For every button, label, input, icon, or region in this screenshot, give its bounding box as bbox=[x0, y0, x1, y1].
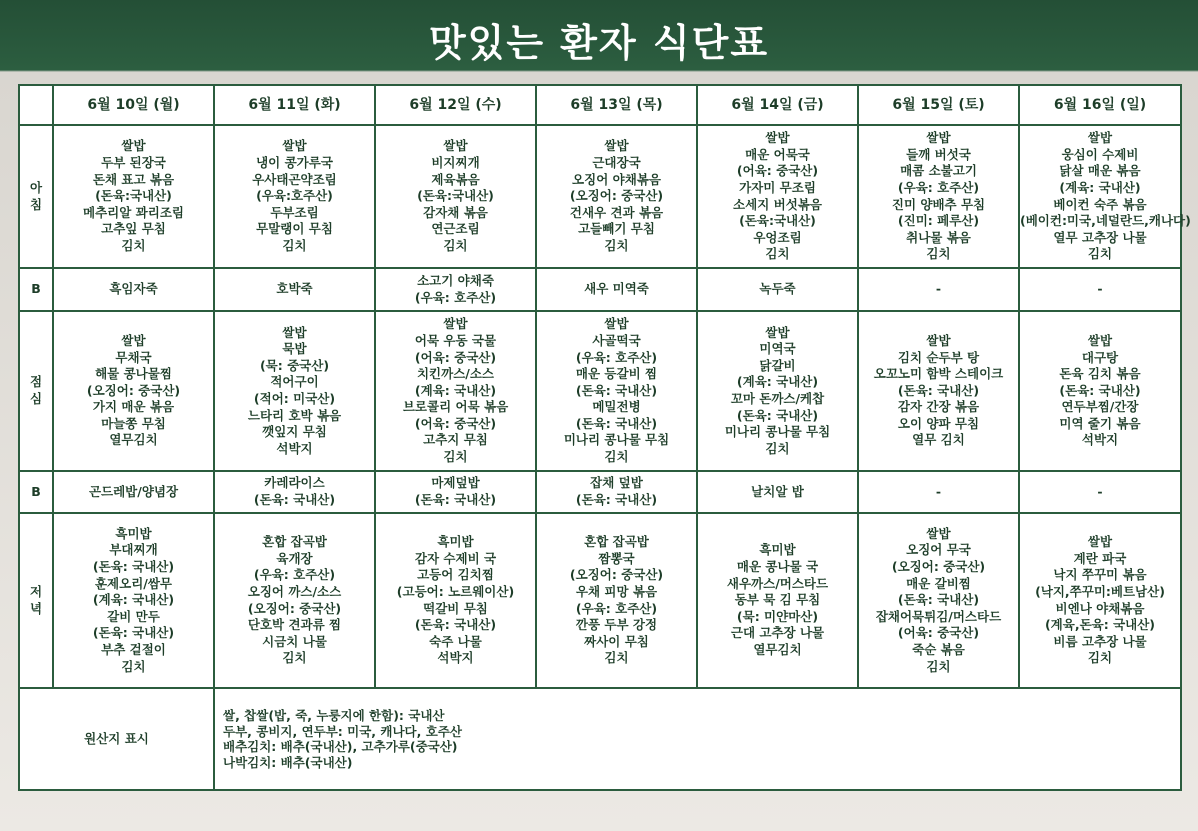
menu-item: (돈육: 국내산) bbox=[575, 415, 658, 431]
menu-item: 곤드레밥/양념장 bbox=[88, 483, 179, 499]
menu-item: 들깨 버섯국 bbox=[906, 146, 971, 162]
menu-item: 김치 bbox=[604, 449, 629, 465]
row-label-breakfast: 아 침 bbox=[19, 125, 53, 268]
menu-item: 미역국 bbox=[759, 341, 796, 357]
origin-line: 쌀, 찹쌀(밥, 죽, 누룽지에 한함): 국내산 bbox=[223, 708, 445, 723]
menu-item: 진미 양배추 무침 bbox=[891, 196, 986, 212]
menu-item: 새우까스/머스타드 bbox=[726, 575, 829, 591]
menu-item: 꼬마 돈까스/케찹 bbox=[730, 391, 825, 406]
menu-item: 닭갈비 bbox=[759, 357, 796, 373]
day-header: 6월 12일 (수) bbox=[375, 85, 536, 125]
menu-item: 시금치 나물 bbox=[262, 633, 327, 649]
menu-item: 연근조림 bbox=[431, 221, 480, 237]
menu-item: 감자채 볶음 bbox=[423, 204, 488, 220]
menu-item: 부대찌개 bbox=[109, 542, 158, 558]
menu-item: 훈제오리/쌈무 bbox=[94, 575, 173, 591]
menu-item: (돈육: 국내산) bbox=[575, 382, 658, 398]
menu-item: 적어구이 bbox=[270, 374, 319, 390]
menu-item: 쌀밥 bbox=[604, 138, 629, 154]
menu-item: 석박지 bbox=[276, 440, 313, 456]
menu-item: 오징어 야채볶음 bbox=[572, 171, 661, 187]
menu-item: 쌀밥 bbox=[1087, 130, 1113, 146]
menu-item: 김치 bbox=[282, 650, 307, 666]
lunch-cell bbox=[858, 311, 1019, 471]
breakfast-row bbox=[19, 125, 1181, 268]
menu-item: 쌀밥 bbox=[282, 138, 307, 154]
menu-item: 우사태곤약조림 bbox=[252, 171, 337, 187]
day-header: 6월 16일 (일) bbox=[1019, 85, 1181, 125]
dinner-cell bbox=[1019, 513, 1181, 688]
menu-item: 미나리 콩나물 무침 bbox=[724, 424, 831, 440]
menu-item: 계란 파국 bbox=[1073, 550, 1127, 566]
dinner-cell bbox=[214, 513, 375, 688]
menu-item: 흑임자죽 bbox=[109, 281, 158, 297]
menu-item: 석박지 bbox=[437, 650, 474, 666]
menu-item: 동부 묵 김 무침 bbox=[734, 592, 821, 608]
day-header: 6월 14일 (금) bbox=[697, 85, 858, 125]
menu-item: (돈육: 국내산) bbox=[1059, 382, 1141, 398]
menu-item: (오징어: 중국산) bbox=[247, 600, 342, 616]
menu-item: 흑미밥 bbox=[759, 542, 796, 558]
snack1-cell bbox=[53, 268, 214, 311]
origin-row bbox=[19, 688, 1181, 790]
menu-item: - bbox=[935, 281, 942, 297]
snack1-cell bbox=[697, 268, 858, 311]
menu-item: 김치 bbox=[443, 449, 468, 465]
menu-item: 혼합 잡곡밥 bbox=[262, 534, 327, 550]
menu-item: 느타리 호박 볶음 bbox=[247, 407, 342, 423]
menu-item: (계육: 국내산) bbox=[1059, 179, 1141, 195]
snack2-cell bbox=[1019, 471, 1181, 513]
menu-item: (돈육: 국내산) bbox=[575, 492, 658, 507]
lunch-cell bbox=[53, 311, 214, 471]
row-label-lunch: 점 심 bbox=[19, 311, 53, 471]
menu-item: 김치 bbox=[604, 237, 629, 253]
menu-item: 쌀밥 bbox=[443, 316, 468, 332]
lunch-cell bbox=[1019, 311, 1181, 471]
menu-item: 마늘쫑 무침 bbox=[101, 415, 166, 431]
menu-item: - bbox=[935, 483, 942, 499]
origin-line: 나박김치: 배추(국내산) bbox=[223, 754, 353, 770]
snack1-cell bbox=[375, 268, 536, 311]
menu-item: 김치 bbox=[121, 237, 146, 253]
menu-item: 날치알 밥 bbox=[751, 483, 804, 499]
menu-item: (돈육:국내산) bbox=[417, 188, 494, 204]
menu-item: (계육,돈육: 국내산) bbox=[1044, 617, 1156, 633]
menu-item: (어육: 중국산) bbox=[897, 625, 980, 641]
snack2-cell bbox=[858, 471, 1019, 513]
breakfast-cell bbox=[375, 125, 536, 268]
menu-item: 취나물 볶음 bbox=[906, 229, 971, 245]
dinner-cell bbox=[697, 513, 858, 688]
menu-item: 부추 겉절이 bbox=[101, 641, 166, 657]
menu-item: 감자 수제비 국 bbox=[414, 550, 497, 566]
page-title: 맛있는 환자 식단표 bbox=[428, 20, 770, 65]
menu-item: (낙지,쭈꾸미:베트남산) bbox=[1035, 583, 1165, 599]
menu-item: 녹두죽 bbox=[759, 281, 796, 297]
menu-item: (돈육:국내산) bbox=[739, 213, 816, 229]
menu-item: 새우 미역죽 bbox=[584, 281, 649, 297]
menu-item: 메밀전병 bbox=[592, 399, 641, 415]
menu-item: 잡채 덮밥 bbox=[590, 475, 643, 491]
dinner-cell bbox=[53, 513, 214, 688]
row-label-dinner: 저 녁 bbox=[19, 513, 53, 688]
menu-item: (우육: 호주산) bbox=[575, 349, 658, 365]
menu-item: 김치 bbox=[1087, 650, 1113, 666]
menu-item: 돈육 김치 볶음 bbox=[1059, 366, 1141, 382]
menu-item: (계육: 국내산) bbox=[736, 374, 819, 390]
menu-item: 열무김치 bbox=[109, 432, 158, 448]
menu-item: 어묵 우동 국물 bbox=[414, 332, 497, 348]
origin-line: 배추김치: 배추(국내산), 고추가루(중국산) bbox=[223, 739, 458, 754]
dinner-cell bbox=[858, 513, 1019, 688]
menu-item: (어육: 중국산) bbox=[414, 415, 497, 431]
breakfast-cell bbox=[697, 125, 858, 268]
breakfast-cell bbox=[858, 125, 1019, 268]
menu-item: (오징어: 중국산) bbox=[569, 188, 664, 204]
day-header: 6월 15일 (토) bbox=[858, 85, 1019, 125]
origin-label: 원산지 표시 bbox=[19, 688, 214, 790]
snack1-row bbox=[19, 268, 1181, 311]
origin-line: 두부, 콩비지, 연두부: 미국, 캐나다, 호주산 bbox=[223, 723, 462, 739]
menu-item: 브로콜리 어묵 볶음 bbox=[402, 399, 509, 415]
menu-item: 김치 bbox=[926, 246, 951, 262]
menu-item: (오징어: 중국산) bbox=[569, 567, 664, 583]
menu-item: 비엔나 야채볶음 bbox=[1055, 600, 1145, 616]
menu-item: 김치 bbox=[443, 237, 468, 253]
menu-item: 두부 된장국 bbox=[101, 155, 166, 171]
menu-item: 단호박 견과류 찜 bbox=[247, 617, 342, 633]
menu-item: (묵: 미얀마산) bbox=[736, 608, 819, 624]
menu-item: (우육:호주산) bbox=[256, 188, 333, 204]
menu-item: 잡채어묵튀김/머스타드 bbox=[875, 608, 1002, 624]
menu-item: 근대장국 bbox=[592, 155, 641, 171]
menu-item: 비지찌개 bbox=[431, 155, 480, 171]
menu-item: 메추리알 꽈리조림 bbox=[83, 204, 184, 220]
menu-item: 카레라이스 bbox=[264, 475, 325, 491]
menu-item: (우육: 호주산) bbox=[897, 179, 980, 195]
menu-item: 짬뽕국 bbox=[598, 550, 635, 566]
snack1-cell bbox=[536, 268, 697, 311]
menu-item: 쌀밥 bbox=[443, 138, 468, 154]
snack1-cell bbox=[214, 268, 375, 311]
menu-item: 고들빼기 무침 bbox=[578, 221, 655, 237]
snack1-cell bbox=[858, 268, 1019, 311]
snack2-cell bbox=[536, 471, 697, 513]
menu-item: 김치 bbox=[765, 440, 790, 456]
menu-item: 김치 bbox=[1087, 246, 1113, 262]
menu-item: 냉이 콩가루국 bbox=[256, 155, 333, 171]
menu-item: (묵: 중국산) bbox=[259, 357, 330, 373]
breakfast-cell bbox=[214, 125, 375, 268]
menu-item: 갈비 만두 bbox=[107, 608, 160, 624]
breakfast-cell bbox=[536, 125, 697, 268]
menu-item: 떡갈비 무침 bbox=[423, 600, 488, 616]
row-label-snack1: B bbox=[19, 268, 53, 311]
menu-item: (돈육: 국내산) bbox=[736, 407, 819, 423]
dinner-row bbox=[19, 513, 1181, 688]
menu-item: 매운 콩나물 국 bbox=[736, 559, 819, 575]
menu-item: 돈채 표고 볶음 bbox=[92, 171, 175, 187]
menu-item: - bbox=[1097, 483, 1103, 499]
menu-item: 쌀밥 bbox=[1087, 534, 1113, 550]
menu-item: 쌀밥 bbox=[926, 130, 951, 146]
menu-item: 쌀밥 bbox=[1087, 332, 1113, 348]
menu-item: (베이컨:미국,네덜란드,캐나다) bbox=[1020, 213, 1191, 229]
menu-item: 소세지 버섯볶음 bbox=[733, 196, 822, 212]
menu-item: 흑미밥 bbox=[437, 534, 474, 550]
menu-item: 무채국 bbox=[115, 349, 152, 365]
menu-item: (돈육: 국내산) bbox=[414, 492, 497, 507]
menu-item: 짜사이 무침 bbox=[584, 633, 649, 649]
lunch-cell bbox=[375, 311, 536, 471]
menu-item: 가지 매운 볶음 bbox=[92, 399, 175, 415]
menu-item: 쌀밥 bbox=[765, 130, 790, 146]
menu-item: 우채 피망 볶음 bbox=[575, 583, 658, 599]
menu-item: (돈육:국내산) bbox=[95, 188, 172, 204]
menu-item: (오징어: 중국산) bbox=[86, 382, 181, 398]
menu-item: 건새우 견과 볶음 bbox=[569, 204, 664, 220]
menu-item: 매운 갈비찜 bbox=[906, 575, 971, 591]
corner-cell bbox=[19, 85, 53, 125]
menu-item: 매운 등갈비 찜 bbox=[575, 366, 658, 382]
day-header: 6월 10일 (월) bbox=[53, 85, 214, 125]
menu-item: 치킨까스/소스 bbox=[416, 366, 495, 382]
breakfast-cell bbox=[1019, 125, 1191, 268]
menu-item: 오이 양파 무침 bbox=[897, 415, 980, 431]
menu-item: 숙주 나물 bbox=[429, 633, 482, 649]
menu-item: 매콤 소불고기 bbox=[900, 163, 977, 179]
menu-item: 닭살 매운 볶음 bbox=[1059, 163, 1141, 179]
menu-item: 오징어 까스/소스 bbox=[247, 583, 342, 599]
menu-item: - bbox=[1097, 281, 1103, 297]
menu-item: 혼합 잡곡밥 bbox=[584, 534, 649, 550]
menu-item: (돈육: 국내산) bbox=[92, 559, 175, 575]
menu-item: 고추지 무침 bbox=[423, 432, 488, 448]
menu-item: 호박죽 bbox=[276, 281, 313, 297]
menu-item: (우육: 호주산) bbox=[253, 567, 336, 583]
menu-table bbox=[18, 84, 1191, 791]
row-label-snack2: B bbox=[19, 471, 53, 513]
menu-item: 열무김치 bbox=[753, 641, 802, 657]
menu-item: (돈육: 국내산) bbox=[414, 617, 497, 633]
menu-item: 고등어 김치찜 bbox=[417, 567, 494, 583]
menu-item: 오꼬노미 함박 스테이크 bbox=[873, 366, 1004, 382]
menu-item: 연두부찜/간장 bbox=[1061, 399, 1139, 415]
lunch-cell bbox=[214, 311, 375, 471]
menu-item: 쌀밥 bbox=[121, 138, 146, 154]
menu-item: 김치 bbox=[926, 658, 951, 674]
menu-item: 김치 bbox=[121, 658, 146, 674]
menu-item: 쌀밥 bbox=[282, 324, 307, 340]
menu-item: 가자미 무조림 bbox=[739, 179, 816, 195]
snack2-row bbox=[19, 471, 1181, 513]
snack2-cell bbox=[375, 471, 536, 513]
menu-item: 웅심이 수제비 bbox=[1061, 146, 1139, 162]
menu-item: (어육: 중국산) bbox=[736, 163, 819, 179]
menu-item: 김치 순두부 탕 bbox=[897, 349, 980, 365]
menu-item: 흑미밥 bbox=[115, 525, 152, 541]
menu-item: 대구탕 bbox=[1081, 349, 1119, 365]
menu-item: 무말랭이 무침 bbox=[256, 221, 333, 237]
menu-item: 죽순 볶음 bbox=[912, 641, 965, 657]
snack2-cell bbox=[53, 471, 214, 513]
menu-item: (고등어: 노르웨이산) bbox=[396, 583, 515, 599]
menu-item: 낙지 쭈꾸미 볶음 bbox=[1053, 567, 1147, 583]
menu-item: (진미: 페루산) bbox=[897, 213, 980, 229]
menu-item: 쌀밥 bbox=[926, 332, 951, 348]
menu-item: 석박지 bbox=[1081, 432, 1119, 448]
menu-item: 사골떡국 bbox=[592, 332, 641, 348]
snack2-cell bbox=[214, 471, 375, 513]
origin-text bbox=[214, 688, 1181, 790]
menu-item: 감자 간장 볶음 bbox=[897, 399, 980, 415]
menu-item: 열무 고추장 나물 bbox=[1053, 229, 1147, 245]
lunch-cell bbox=[536, 311, 697, 471]
dinner-cell bbox=[375, 513, 536, 688]
menu-item: 베이컨 숙주 볶음 bbox=[1053, 196, 1147, 212]
menu-item: 열무 김치 bbox=[912, 432, 965, 448]
menu-item: 해물 콩나물찜 bbox=[95, 366, 172, 382]
menu-item: 묵밥 bbox=[282, 341, 307, 357]
dinner-cell bbox=[536, 513, 697, 688]
menu-item: 쌀밥 bbox=[926, 525, 951, 541]
lunch-row bbox=[19, 311, 1181, 471]
menu-item: 오징어 무국 bbox=[906, 542, 971, 558]
menu-sheet bbox=[18, 84, 1191, 791]
menu-item: (계육: 국내산) bbox=[92, 592, 175, 608]
menu-item: 쌀밥 bbox=[121, 332, 146, 348]
menu-item: (어육: 중국산) bbox=[414, 349, 497, 365]
menu-item: 비름 고추장 나물 bbox=[1053, 633, 1147, 649]
menu-item: (적어: 미국산) bbox=[253, 391, 336, 406]
menu-item: 우엉조림 bbox=[753, 229, 802, 245]
menu-item: 제육볶음 bbox=[431, 171, 480, 187]
menu-item: (돈육: 국내산) bbox=[253, 492, 336, 507]
menu-item: (돈육: 국내산) bbox=[897, 592, 980, 608]
menu-item: (계육: 국내산) bbox=[414, 382, 497, 398]
menu-item: (우육: 호주산) bbox=[575, 600, 658, 616]
menu-item: 깻잎지 무침 bbox=[262, 424, 327, 440]
menu-item: 마제덮밥 bbox=[431, 475, 480, 491]
menu-item: 육개장 bbox=[276, 550, 313, 566]
snack2-cell bbox=[697, 471, 858, 513]
menu-item: 두부조림 bbox=[270, 204, 319, 220]
day-header: 6월 11일 (화) bbox=[214, 85, 375, 125]
menu-item: 매운 어묵국 bbox=[745, 146, 810, 162]
menu-item: (오징어: 중국산) bbox=[891, 559, 986, 575]
menu-item: 고추잎 무침 bbox=[101, 221, 166, 237]
menu-item: (돈육: 국내산) bbox=[897, 382, 980, 398]
menu-item: (우육: 호주산) bbox=[414, 289, 497, 305]
menu-item: 미역 줄기 볶음 bbox=[1059, 415, 1141, 431]
menu-item: 김치 bbox=[604, 650, 629, 666]
lunch-cell bbox=[697, 311, 858, 471]
menu-item: 김치 bbox=[765, 246, 790, 262]
menu-item: 김치 bbox=[282, 237, 307, 253]
header-row bbox=[19, 85, 1181, 125]
menu-item: 쌀밥 bbox=[765, 324, 790, 340]
snack1-cell bbox=[1019, 268, 1181, 311]
menu-item: 소고기 야채죽 bbox=[417, 272, 494, 288]
menu-item: 근대 고추장 나물 bbox=[730, 625, 825, 641]
breakfast-cell bbox=[53, 125, 214, 268]
menu-item: 쌀밥 bbox=[604, 316, 629, 332]
menu-item: (돈육: 국내산) bbox=[92, 625, 175, 641]
day-header: 6월 13일 (목) bbox=[536, 85, 697, 125]
menu-item: 깐풍 두부 강정 bbox=[575, 617, 658, 633]
menu-item: 미나리 콩나물 무침 bbox=[563, 432, 670, 448]
